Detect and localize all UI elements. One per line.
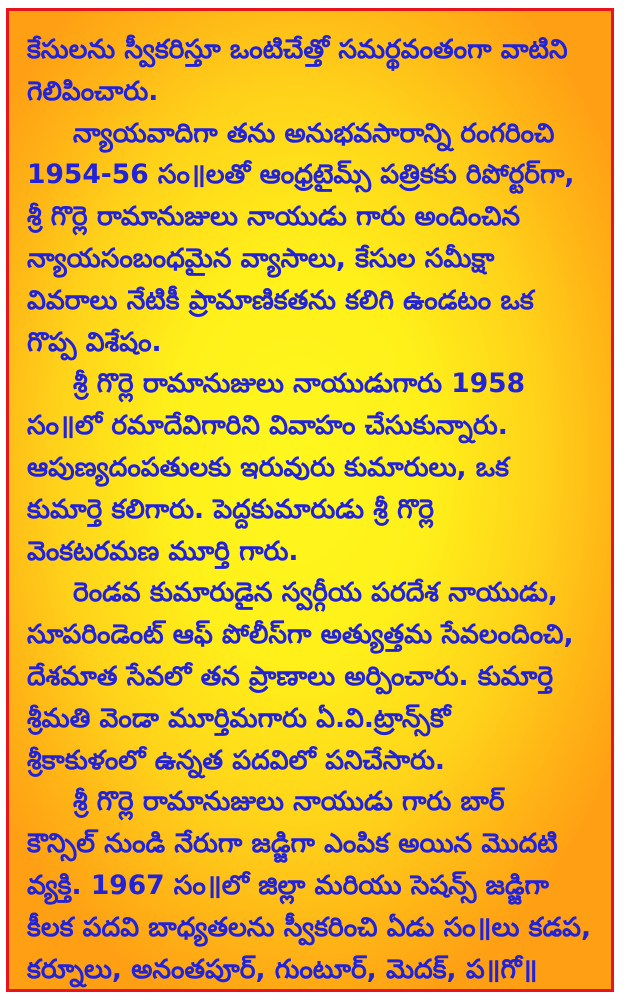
text-line: శ్రీమతి వెండా మూర్తిమగారు ఏ.వి.ట్రాన్స్‌కో [27,702,451,734]
paragraph-2 [27,113,605,364]
text-line: గెలిపించారు. [27,75,159,107]
paragraph-3 [27,363,605,572]
text-line: వివరాలు నేటికీ ప్రామాణికతను కలిగి ఉండటం ఒక [27,284,534,316]
text-line: రెండవ కుమారుడైన స్వర్గీయ పరదేశ నాయుడు, [73,577,558,609]
document-text [27,29,605,990]
text-line: సం॥లో రమాదేవిగారిని వివాహం చేసుకున్నారు. [27,410,508,442]
text-line: వ్యక్తి. 1967 సం॥లో జిల్లా మరియు సెషన్స్ జడ్జిగా [27,869,549,901]
text-line: సూపరిండెంట్ ఆఫ్ పోలీస్‌గా అత్యుత్తమ సేవలందించి, [27,619,574,651]
text-line: కౌన్సిల్ నుండి నేరుగా జడ్జిగా ఎంపిక అయిన మొదటి [27,828,558,860]
document-page [6,8,614,992]
text-line: శ్రీకాకుళంలో ఉన్నత పదవిలో పనిచేసారు. [27,744,445,776]
text-line: కేసులను స్వీకరిస్తూ ఒంటిచేత్తో సమర్థవంతంగా వాటిని [27,34,568,65]
paragraph-1 [27,29,605,113]
paragraph-5 [27,781,605,990]
text-line: కీలక పదవి బాధ్యతలను స్వీకరించి ఏడు సం॥లు కడప, [27,911,592,943]
text-line: న్యాయవాదిగా తను అనుభవసారాన్ని రంగరించి [73,117,555,149]
text-line: న్యాయసంబంధమైన వ్యాసాలు, కేసుల సమీక్షా [27,242,495,274]
text-line: కర్నూలు, అనంతపూర్, గుంటూర్, మెదక్, ప॥గో॥ [27,953,538,985]
text-line: కుమార్తె కలిగారు. పెద్దకుమారుడు శ్రీ గొర్లె [27,493,434,525]
text-line: 1954-56 సం॥లతో ఆంధ్రటైమ్స్ పత్రికకు రిపోర్టర్‌గా, [27,159,575,191]
paragraph-4 [27,572,605,781]
text-line: ఆపుణ్యదంపతులకు ఇరువురు కుమారులు, ఒక [27,451,509,483]
text-line: శ్రీ గొర్లె రామానుజులు నాయుడుగారు 1958 [73,368,526,400]
text-line: శ్రీ గొర్లె రామానుజులు నాయుడు గారు అందించిన [27,201,521,233]
text-line: గొప్ప విశేషం. [27,326,162,358]
text-line: వెంకటరమణ మూర్తి గారు. [27,535,299,567]
text-line: దేశమాత సేవలో తన ప్రాణాలు అర్పించారు. కుమార్తె [27,660,554,692]
text-line: శ్రీ గొర్లె రామానుజులు నాయుడు గారు బార్ [73,786,505,818]
